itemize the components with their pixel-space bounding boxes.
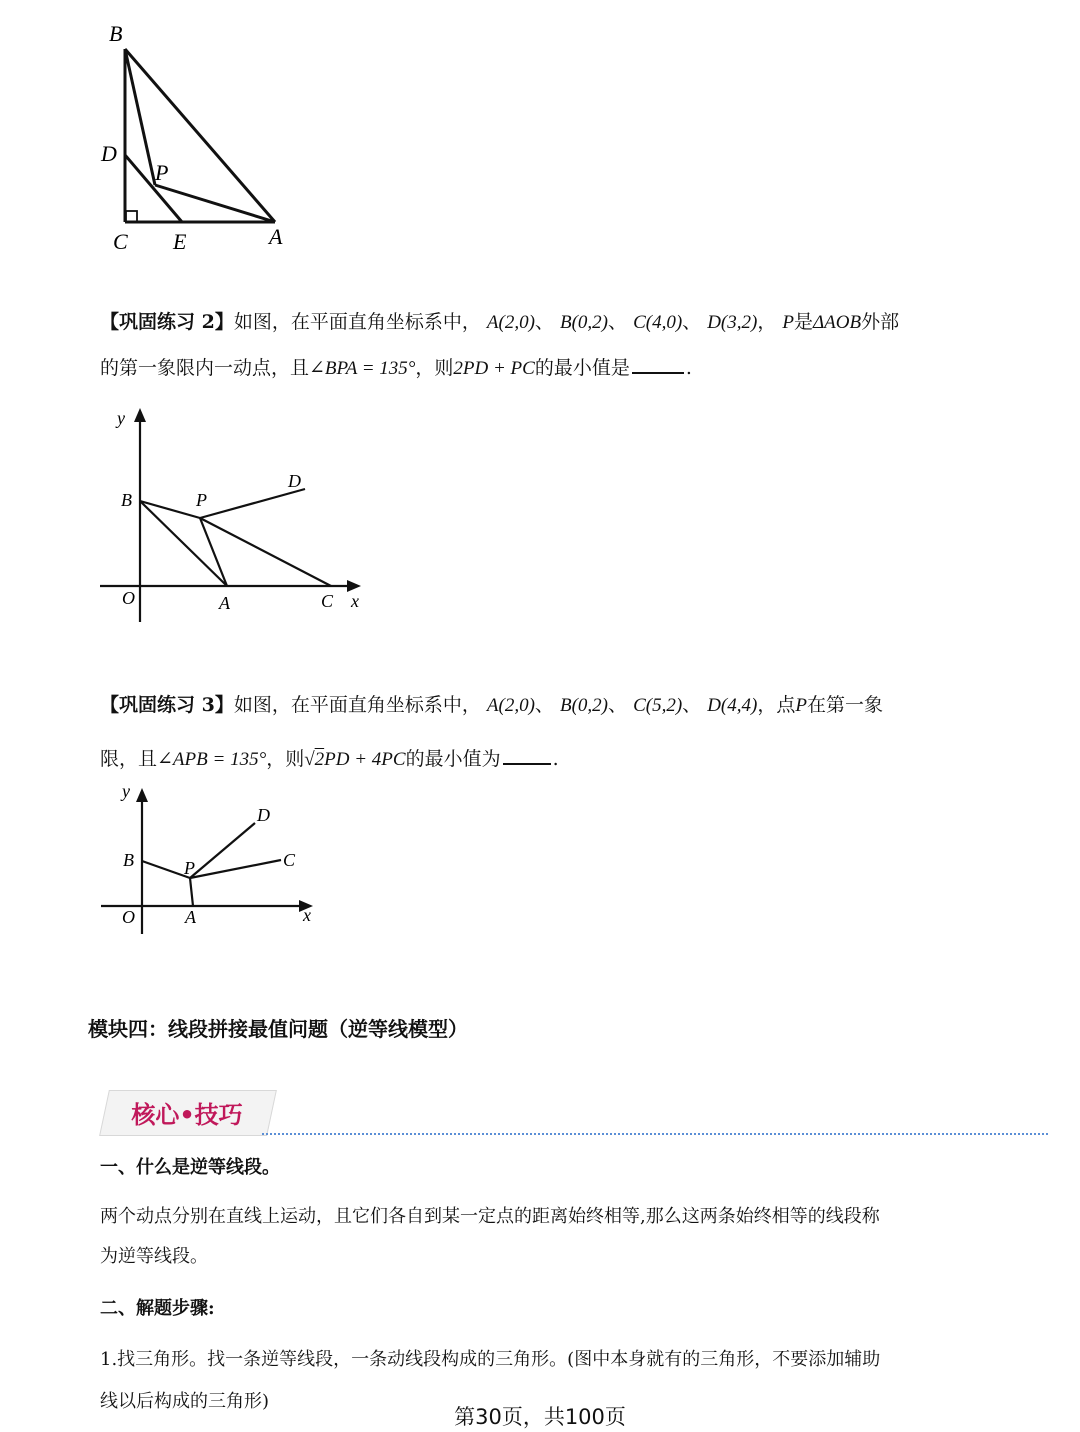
answer-blank — [503, 761, 551, 765]
label-P: P — [196, 490, 207, 510]
label-D: D — [288, 471, 301, 491]
label-O: O — [122, 907, 135, 927]
figure-coordinate-2 — [95, 400, 375, 630]
axis-x: x — [303, 905, 311, 925]
label-P: P — [155, 160, 169, 185]
figure-coordinate-3 — [95, 780, 335, 940]
label-A: A — [185, 907, 196, 927]
label-B: B — [123, 850, 134, 870]
axis-x: x — [351, 591, 359, 611]
figure-triangle-bca — [95, 15, 305, 260]
dotted-divider — [262, 1133, 1048, 1135]
exercise-3-line-1: 【巩固练习 3】如图，在平面直角坐标系中， A(2,0)、 B(0,2)、 C(5,2)、 D(4,4)，点P在第一象 — [100, 694, 883, 716]
step-1-line-1: 1.找三角形。找一条逆等线段，一条动线段构成的三角形。(图中本身就有的三角形，不要添加辅助 — [100, 1349, 881, 1370]
section-1-title: 一、什么是逆等线段。 — [100, 1157, 280, 1178]
label-A: A — [219, 593, 230, 613]
label-A: A — [269, 224, 283, 249]
point-D: D(3,2) — [707, 312, 758, 333]
point-C: C(4,0) — [633, 312, 683, 333]
page-footer: 第30页，共100页 — [454, 1405, 626, 1429]
step-1-line-2: 线以后构成的三角形) — [100, 1391, 270, 1412]
section-1-body-1: 两个动点分别在直线上运动，且它们各自到某一定点的距离始终相等,那么这两条始终相等的线段称 — [100, 1206, 880, 1227]
label-O: O — [122, 588, 135, 608]
label-C: C — [321, 591, 334, 611]
label-B: B — [109, 21, 123, 46]
label-D: D — [257, 805, 270, 825]
exercise-2-tag: 【巩固练习 2】 — [100, 311, 234, 333]
point-B: B(0,2) — [559, 312, 608, 333]
label-C: C — [113, 229, 128, 254]
badge-core-skills: 核心•技巧 — [131, 1100, 243, 1129]
exercise-3-line-2: 限，且∠APB = 135°，则√2PD + 4PC的最小值为 . — [100, 748, 559, 770]
exercise-3-tag: 【巩固练习 3】 — [100, 694, 234, 716]
label-E: E — [173, 229, 187, 254]
section-2-title: 二、解题步骤: — [100, 1298, 215, 1319]
axis-y: y — [117, 408, 125, 428]
module-title: 模块四：线段拼接最值问题（逆等线模型） — [88, 1017, 468, 1041]
label-C: C — [283, 850, 296, 870]
label-B: B — [121, 490, 132, 510]
answer-blank — [632, 370, 684, 374]
label-P: P — [184, 858, 195, 878]
exercise-2-line-2: 的第一象限内一动点，且∠BPA = 135°，则2PD + PC的最小值是 . — [100, 357, 692, 379]
label-D: D — [101, 141, 117, 166]
axis-y: y — [122, 781, 130, 801]
section-1-body-2: 为逆等线段。 — [100, 1246, 208, 1267]
point-A: A(2,0) — [486, 312, 535, 333]
exercise-2-line-1: 【巩固练习 2】如图，在平面直角坐标系中， A(2,0)、 B(0,2)、 C(4,0)、 D(3,2)， P是ΔAOB外部 — [100, 311, 900, 333]
